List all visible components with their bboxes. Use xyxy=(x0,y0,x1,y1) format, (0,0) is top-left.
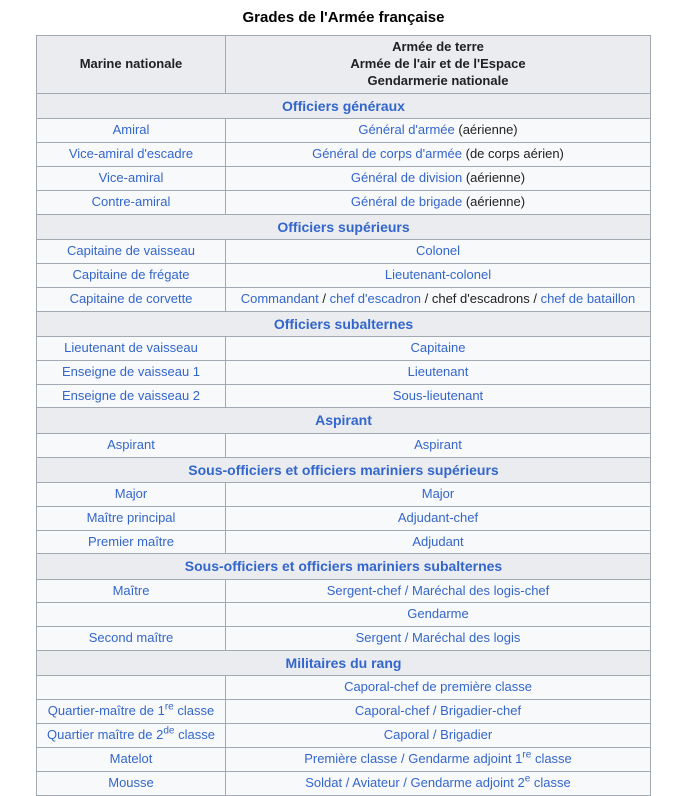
rank-text: (aérienne) xyxy=(454,122,518,138)
rank-link[interactable]: Sergent-chef / Maréchal des logis-chef xyxy=(326,582,550,598)
marine-cell xyxy=(37,506,226,530)
armee-cell xyxy=(226,506,651,530)
marine-cell xyxy=(37,603,226,627)
ranks-table xyxy=(36,35,651,796)
rank-text: (de corps aérien) xyxy=(462,146,564,162)
table-row xyxy=(37,676,651,700)
section-header xyxy=(37,651,651,676)
marine-cell xyxy=(37,433,226,457)
marine-cell xyxy=(37,119,226,143)
rank-link[interactable]: Adjudant-chef xyxy=(397,509,479,525)
armee-cell xyxy=(226,579,651,603)
rank-link[interactable]: Sergent / Maréchal des logis xyxy=(355,630,521,646)
rank-link[interactable]: Adjudant xyxy=(412,533,464,549)
rank-link[interactable]: Lieutenant xyxy=(407,363,469,379)
marine-cell xyxy=(37,287,226,311)
rank-link[interactable]: Contre-amiral xyxy=(91,193,171,209)
armee-cell xyxy=(226,166,651,190)
table-row xyxy=(37,239,651,263)
section-header-link[interactable]: Officiers généraux xyxy=(282,98,405,114)
rank-text: / xyxy=(421,290,432,306)
rank-link[interactable]: Matelot xyxy=(109,751,153,767)
table-row xyxy=(37,530,651,554)
rank-text: (aérienne) xyxy=(462,193,526,209)
rank-link[interactable]: Capitaine de frégate xyxy=(72,266,190,282)
rank-link[interactable]: e xyxy=(524,773,531,785)
rank-link[interactable]: re xyxy=(522,749,532,761)
section-header xyxy=(37,94,651,119)
armee-cell xyxy=(226,772,651,796)
rank-link[interactable]: Mousse xyxy=(108,775,154,791)
armee-cell xyxy=(226,336,651,360)
rank-link[interactable]: Général de division xyxy=(350,169,463,185)
section-header xyxy=(37,214,651,239)
section-header xyxy=(37,311,651,336)
rank-link[interactable]: Aspirant xyxy=(107,436,155,452)
marine-cell xyxy=(37,772,226,796)
marine-cell xyxy=(37,384,226,408)
marine-cell xyxy=(37,700,226,724)
rank-link[interactable]: Quartier maître de 2 xyxy=(47,727,164,743)
armee-cell xyxy=(226,700,651,724)
rank-link[interactable]: chef d'escadron xyxy=(329,290,421,306)
marine-cell xyxy=(37,676,226,700)
rank-text: (aérienne) xyxy=(462,169,526,185)
section-row xyxy=(37,94,651,119)
rank-link[interactable]: classe xyxy=(173,703,215,719)
table-row xyxy=(37,724,651,748)
rank-link[interactable]: Caporal-chef / Brigadier-chef xyxy=(354,703,522,719)
marine-cell xyxy=(37,627,226,651)
rank-link[interactable]: de xyxy=(163,725,175,737)
marine-cell xyxy=(37,579,226,603)
section-row xyxy=(37,457,651,482)
section-header-link[interactable]: Aspirant xyxy=(315,412,372,429)
marine-cell xyxy=(37,482,226,506)
marine-cell xyxy=(37,143,226,167)
rank-link[interactable]: re xyxy=(164,702,174,714)
rank-link[interactable]: Quartier-maître de 1 xyxy=(47,703,165,719)
table-row xyxy=(37,506,651,530)
armee-cell xyxy=(226,482,651,506)
armee-cell xyxy=(226,433,651,457)
rank-link[interactable]: Major xyxy=(114,485,148,501)
rank-link[interactable]: Vice-amiral d'escadre xyxy=(68,146,194,162)
section-header xyxy=(37,554,651,579)
section-header-link[interactable]: Sous-officiers et officiers mariniers supérieurs xyxy=(188,461,499,478)
section-row xyxy=(37,408,651,433)
armee-cell xyxy=(226,603,651,627)
armee-cell xyxy=(226,384,651,408)
rank-link[interactable]: Amiral xyxy=(112,122,150,138)
rank-link[interactable]: Gendarme xyxy=(407,606,469,622)
armee-cell xyxy=(226,724,651,748)
marine-cell xyxy=(37,530,226,554)
rank-link[interactable]: Première classe / Gendarme adjoint 1 xyxy=(304,751,523,767)
rank-link[interactable]: Caporal / Brigadier xyxy=(383,727,493,743)
armee-column-header xyxy=(226,36,651,94)
rank-link[interactable]: classe xyxy=(174,727,215,743)
table-row xyxy=(37,119,651,143)
armee-cell xyxy=(226,119,651,143)
section-header-link[interactable]: Officiers supérieurs xyxy=(277,218,410,235)
rank-link[interactable]: Aspirant xyxy=(414,436,462,452)
table-row xyxy=(37,166,651,190)
section-row xyxy=(37,214,651,239)
rank-text: / xyxy=(529,290,541,306)
section-header-link[interactable]: Officiers subalternes xyxy=(273,315,414,332)
armee-cell xyxy=(226,263,651,287)
marine-cell xyxy=(37,336,226,360)
table-row xyxy=(37,748,651,772)
table-row xyxy=(37,336,651,360)
rank-link[interactable]: Capitaine xyxy=(410,339,466,355)
rank-link[interactable]: Colonel xyxy=(415,242,461,258)
section-row xyxy=(37,651,651,676)
marine-cell xyxy=(37,263,226,287)
rank-link[interactable]: Soldat / Aviateur / Gendarme adjoint 2 xyxy=(305,775,525,791)
rank-link[interactable]: Lieutenant-colonel xyxy=(384,266,492,282)
rank-link[interactable]: Enseigne de vaisseau 2 xyxy=(61,387,201,403)
rank-link[interactable]: Général d'armée xyxy=(358,122,455,138)
armee-cell xyxy=(226,143,651,167)
rank-link[interactable]: Capitaine de vaisseau xyxy=(67,242,195,258)
marine-cell xyxy=(37,360,226,384)
rank-link[interactable]: Capitaine de corvette xyxy=(69,290,193,306)
armee-cell xyxy=(226,627,651,651)
rank-link[interactable]: Sous-lieutenant xyxy=(392,387,484,403)
armee-cell xyxy=(226,676,651,700)
table-row xyxy=(37,579,651,603)
table-row xyxy=(37,190,651,214)
table-row xyxy=(37,143,651,167)
armee-cell xyxy=(226,530,651,554)
section-header-link[interactable]: Militaires du rang xyxy=(285,655,402,672)
table-row xyxy=(37,433,651,457)
page-title: Grades de l'Armée française xyxy=(242,9,445,26)
rank-link[interactable]: Lieutenant de vaisseau xyxy=(64,339,198,355)
rank-link[interactable]: Caporal-chef de première classe xyxy=(344,679,532,695)
section-row xyxy=(37,311,651,336)
section-header-link[interactable]: Sous-officiers et officiers mariniers subalternes xyxy=(184,558,503,575)
section-header xyxy=(37,408,651,433)
rank-link[interactable]: Second maître xyxy=(88,630,174,646)
marine-cell xyxy=(37,190,226,214)
rank-text: / xyxy=(318,290,330,306)
table-row xyxy=(37,700,651,724)
table-header-row xyxy=(37,36,651,94)
rank-link[interactable]: Général de brigade xyxy=(350,193,463,209)
armee-header-line: Armée de l'air et de l'Espace xyxy=(350,56,526,72)
armee-cell xyxy=(226,360,651,384)
rank-link[interactable]: Major xyxy=(421,485,455,501)
ranks-table-body xyxy=(37,94,651,796)
rank-link[interactable]: Enseigne de vaisseau 1 xyxy=(61,363,201,379)
rank-link[interactable]: Maître principal xyxy=(86,509,176,525)
armee-cell xyxy=(226,190,651,214)
rank-link[interactable]: Général de corps d'armée xyxy=(312,146,462,162)
table-row xyxy=(37,263,651,287)
armee-header-line: Gendarmerie nationale xyxy=(367,72,509,88)
rank-link[interactable]: chef de bataillon xyxy=(540,290,636,306)
marine-cell xyxy=(37,239,226,263)
armee-cell xyxy=(226,287,651,311)
armee-header-line: Armée de terre xyxy=(392,39,484,55)
rank-link[interactable]: Commandant xyxy=(240,290,319,306)
armee-cell xyxy=(226,239,651,263)
rank-link[interactable]: Premier maître xyxy=(88,533,174,549)
rank-link[interactable]: Vice-amiral xyxy=(98,169,164,185)
rank-text: chef d'escadrons xyxy=(431,290,530,306)
table-row xyxy=(37,772,651,796)
table-row xyxy=(37,627,651,651)
table-row xyxy=(37,603,651,627)
section-header xyxy=(37,457,651,482)
table-row xyxy=(37,384,651,408)
marine-cell xyxy=(37,724,226,748)
rank-link[interactable]: Maître xyxy=(112,582,150,598)
table-row xyxy=(37,287,651,311)
armee-cell xyxy=(226,748,651,772)
marine-cell xyxy=(37,748,226,772)
marine-column-header: Marine nationale xyxy=(37,36,226,94)
marine-cell xyxy=(37,166,226,190)
rank-link[interactable]: classe xyxy=(531,751,572,767)
table-row xyxy=(37,482,651,506)
section-row xyxy=(37,554,651,579)
table-row xyxy=(37,360,651,384)
rank-link[interactable]: classe xyxy=(530,775,571,791)
